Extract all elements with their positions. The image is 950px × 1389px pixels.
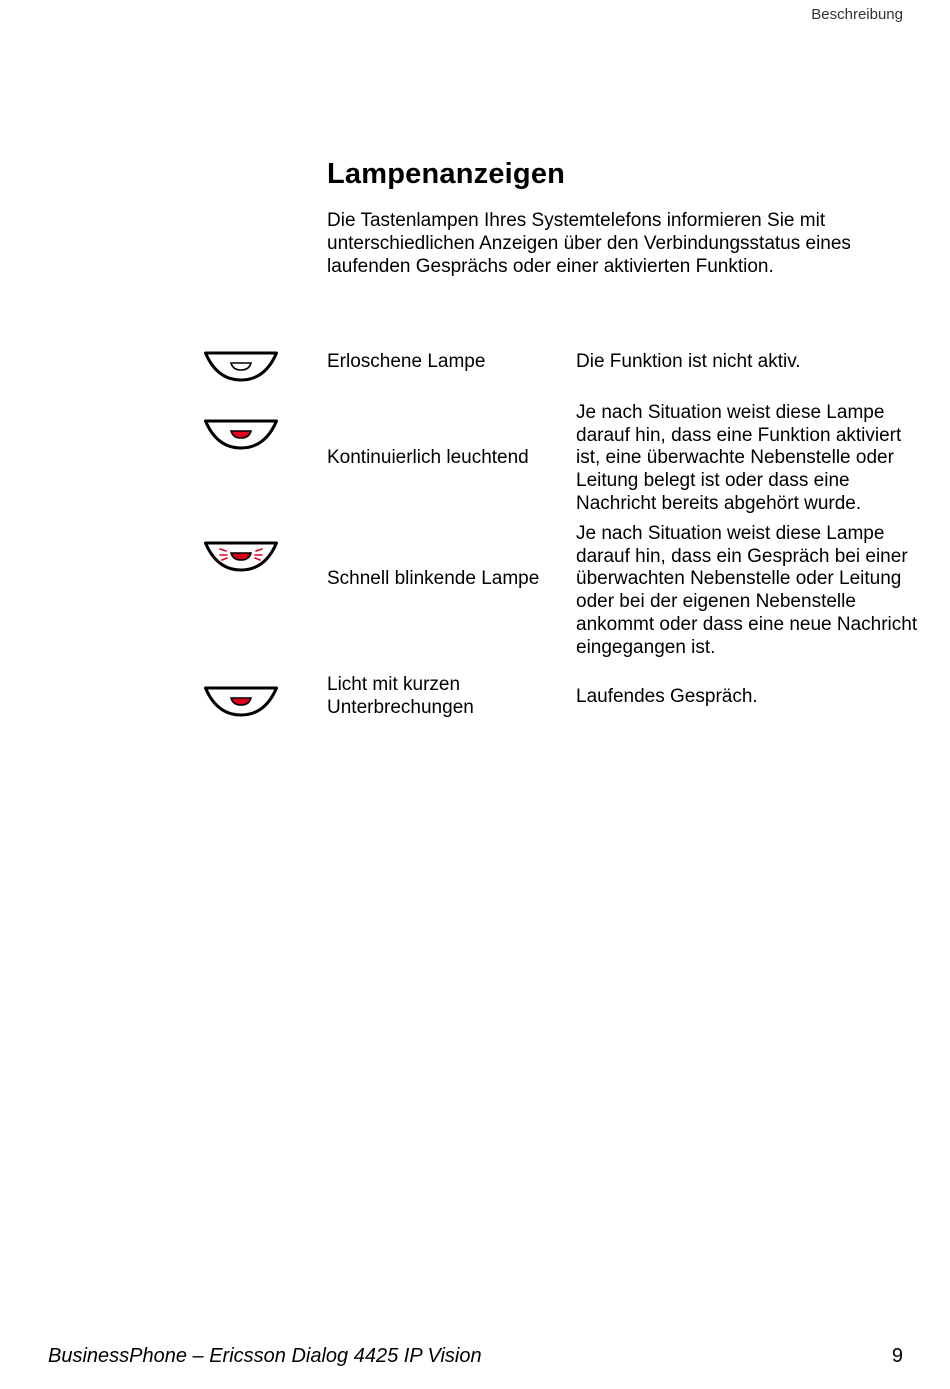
lamp-name: Kontinuierlich leuchtend [327, 447, 529, 468]
lamp-off-icon [203, 350, 279, 382]
lamp-short-interrupt-icon [203, 685, 279, 717]
lamp-description: Die Funktion ist nicht aktiv. [576, 351, 801, 372]
lamp-description: Je nach Situation weist diese Lampe darauf hin, dass ein Gespräch bei einer überwachten Nebenstelle oder Leitung oder bei der eigenen Nebenstelle ankommt oder dass eine neue Nachricht eingegangen ist. [576, 523, 918, 658]
lamp-description: Laufendes Gespräch. [576, 686, 758, 707]
lamp-steady-icon [203, 418, 279, 450]
page-title: Lampenanzeigen [327, 158, 566, 190]
lamp-name: Erloschene Lampe [327, 351, 486, 372]
section-header-label: Beschreibung [811, 6, 903, 23]
lamp-name: Schnell blinkende Lampe [327, 568, 540, 589]
lamp-fast-flash-icon [203, 540, 279, 572]
lamp-description: Je nach Situation weist diese Lampe darauf hin, dass eine Funktion aktiviert ist, eine überwachte Nebenstelle oder Leitung belegt ist oder dass eine Nachricht bereits abgehört wurde. [576, 402, 902, 514]
footer-document-title: BusinessPhone – Ericsson Dialog 4425 IP Vision [48, 1345, 482, 1367]
intro-paragraph: Die Tastenlampen Ihres Systemtelefons informieren Sie mit unterschiedlichen Anzeigen über den Verbindungsstatus eines laufenden Gesprächs oder einer aktivierten Funktion. [327, 210, 851, 277]
page-number: 9 [891, 1345, 903, 1367]
lamp-name: Licht mit kurzen Unterbrechungen [327, 674, 474, 718]
